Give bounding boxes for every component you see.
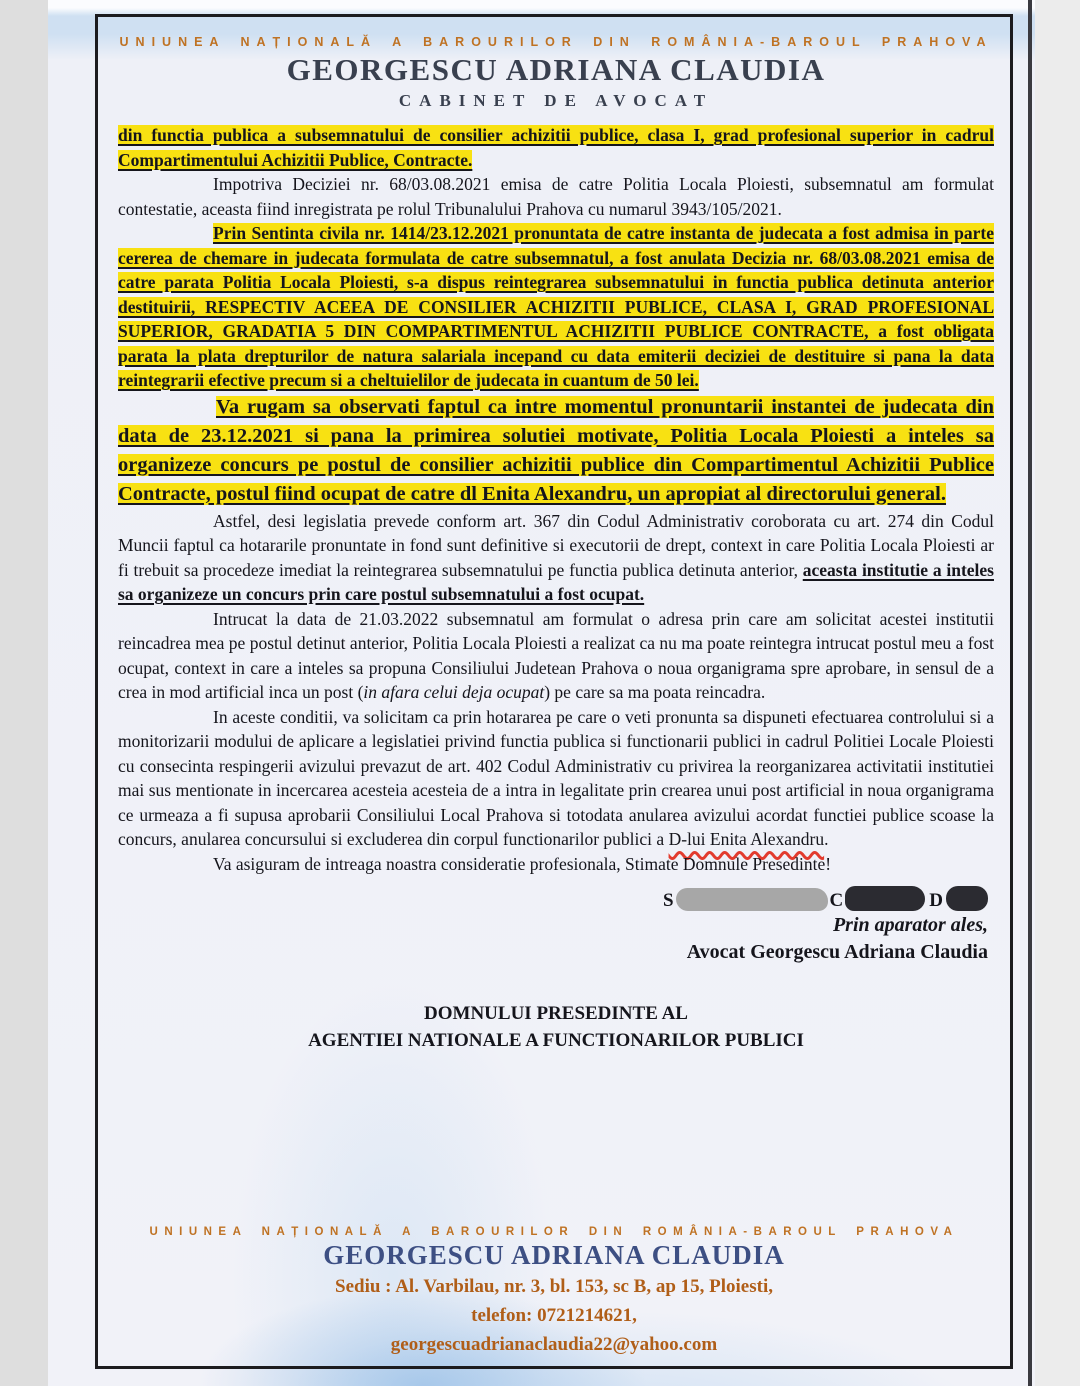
paragraph-request-text: In aceste conditii, va solicitam ca prin hotararea pe care o veti pronunta sa dispuneti efectuarea controlului si a monitorizarii modului de aplicare a legislatiei privind functia publica si functionarii publici in cadrul Politiei Locale Ploiesti cu consecinta respingerii avizului prevazut de art. 402 Codul Administrativ cu privirea la reorganizarea activitatii institutiei mai sus mentionate in incercarea acesteia acesteia de a intra in legalitate prin crearea unui post artificial in noua organigrama ce urmeaza a fi supusa aprobarii Consiliului Local Prahova si totodata anularea avizului acordat functiei publice scoase la concurs, anularea concursului si excluderea din corpul functionarilor publici a [118, 706, 994, 849]
signature-counsel-name: Avocat Georgescu Adriana Claudia [686, 941, 988, 963]
paragraph-intrucat-end: ) pe care sa ma poata reincadra. [544, 682, 766, 702]
highlighted-text-function: din functia publica a subsemnatului de consilier achizitii publice, clasa I, grad profesional superior in cadrul Compartimentului Achizitii Publice, Contracte. [118, 125, 994, 170]
header-office-subtitle: CABINET DE AVOCAT [398, 91, 714, 110]
addressee-line2: AGENTIEI NATIONALE A FUNCTIONARILOR PUBLICI [308, 1030, 804, 1051]
addressee-line1: DOMNULUI PRESEDINTE AL [424, 1003, 688, 1024]
paragraph-request [118, 705, 994, 852]
header-lawyer-name: GEORGESCU ADRIANA CLAUDIA [286, 52, 826, 87]
addressee-block [118, 1000, 994, 1054]
redaction-blob-gray [676, 888, 828, 911]
paragraph-astfel-text: Astfel, desi legislatia prevede conform art. 367 din Codul Administrativ coroborata cu art. 274 din Codul Muncii faptul ca hotararile pronuntate in fond sunt definitive si executorii de drept, context in care Politia Locala Ploiesti ar fi trebuit sa procedeze imediat la reintegrarea subsemnatului pe functia publica detinuta anterior, [118, 510, 994, 580]
paragraph-intrucat-italic: in afara celui deja ocupat [363, 682, 545, 702]
paragraph-closing: Va asiguram de intreaga noastra consideratie profesionala, Stimate Domnule Presedinte! [213, 853, 832, 874]
signature-block [118, 886, 994, 966]
paragraph-astfel [118, 509, 994, 607]
footer-lawyer-name: GEORGESCU ADRIANA CLAUDIA [323, 1240, 785, 1270]
redaction-blob-dark [946, 886, 988, 911]
scanned-page [48, 0, 1035, 1386]
footer-email: georgescuadrianaclaudia22@yahoo.com [390, 1334, 718, 1355]
redacted-initial: S [662, 890, 675, 911]
paragraph-request-end: . [824, 829, 829, 849]
footer-letterhead [98, 1226, 1010, 1358]
paragraph-va-rugam [118, 393, 994, 509]
paragraph-astfel-emphasis: aceasta institutie a inteles sa organizeze un concurs prin care postul subsemnatului a fost ocupat. [118, 559, 994, 604]
page-edge-shadow [1028, 0, 1032, 1386]
document-border-frame [95, 14, 1013, 1369]
highlighted-text-sentence: Prin Sentinta civila nr. 1414/23.12.2021 pronuntata de catre instanta de judecata a fost admisa in parte cererea de chemare in judecata formulata de catre subsemnatul, a fost anulata Decizia nr. 68/03.08.2021 emisa de catre parata Politia Locala Ploiesti, s-a dispus reintegrarea subsemnatului in functia publica detinuta anterior destituirii, RESPECTIV ACEEA DE CONSILIER ACHIZITII PUBLICE, CLASA I, GRAD PROFESIONAL SUPERIOR, GRADATIA 5 DIN COMPARTIMENTUL ACHIZITII PUBLICE CONTRACTE, a fost obligata parata la plata drepturilor de natura salariala incepand cu data emiterii deciziei de destituire si pana la data reintegrarii efective precum si a cheltuielilor de judecata in cuantum de 50 lei. [118, 223, 994, 390]
footer-bar-association: UNIUNEA NAȚIONALĂ A BAROURILOR DIN ROMÂNIA-BAROUL PRAHOVA [149, 1226, 959, 1238]
paragraph-contestation: Impotriva Deciziei nr. 68/03.08.2021 emisa de catre Politia Locala Ploiesti, subsemnatul am formulat contestatie, aceasta fiind inregistrata pe rolul Tribunalului Prahova cu numarul 3943/105/2021. [118, 174, 994, 219]
paragraph-intrucat [118, 607, 994, 705]
signature-by-counsel: Prin aparator ales, [832, 914, 988, 936]
signature-redacted-name [118, 886, 988, 912]
footer-address: Sediu : Al. Varbilau, nr. 3, bl. 153, sc B, ap 15, Ploiesti, [335, 1276, 773, 1297]
header-bar-association: UNIUNEA NAȚIONALĂ A BAROURILOR DIN ROMÂNIA-BAROUL PRAHOVA [119, 35, 993, 49]
redacted-initial: D [929, 890, 944, 911]
paragraph-intrucat-text: Intrucat la data de 21.03.2022 subsemnatul am formulat o adresa prin care am solicitat acestei institutii reincadrea mea pe postul detinut anterior, Politia Locala Ploiesti a realizat ca nu ma poate reintegra intrucat postul meu a fost ocupat, context in care a inteles sa propuna Consiliului Judetean Prahova o noua organigrama spre aprobare, in sensul de a crea in mod artificial inca un post ( [118, 608, 994, 702]
paragraph-continuation [118, 123, 994, 172]
paragraph-civil-sentence [118, 221, 994, 393]
highlighted-text-va-rugam: Va rugam sa observati faptul ca intre momentul pronuntarii instantei de judecata din data de 23.12.2021 si pana la primirea solutiei motivate, Politia Locala Ploiesti a inteles sa organizeze concurs pe postul de consilier achizitii publice din Compartimentul Achizitii Publice Contracte, postul fiind ocupat de catre dl Enita Alexandru, un apropiat al directorului general. [118, 395, 994, 505]
redaction-blob-dark [845, 886, 925, 911]
footer-phone: telefon: 0721214621, [471, 1305, 637, 1326]
redacted-initial: C [829, 890, 845, 911]
red-underlined-name: D-lui Enita Alexandru [668, 829, 825, 849]
